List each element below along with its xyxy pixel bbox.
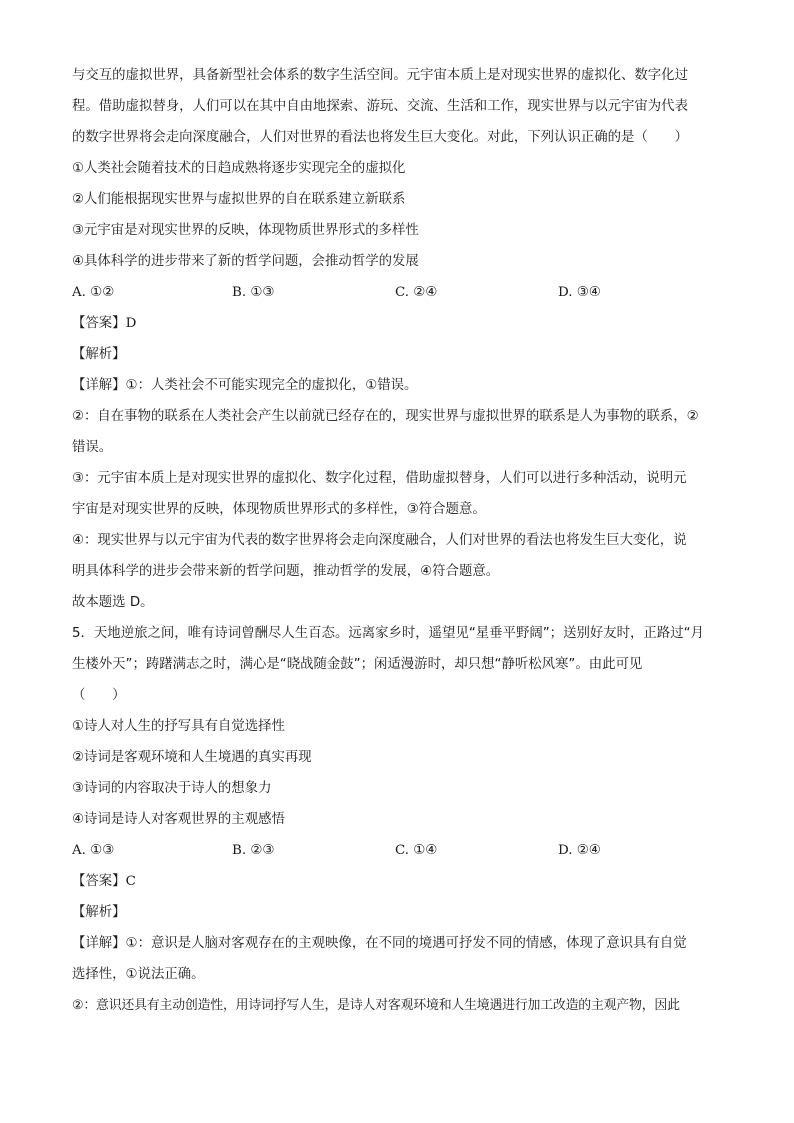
q4-option-d: D. ③④ bbox=[558, 285, 601, 300]
q5-stem-line: 5．天地逆旅之间，唯有诗词曾酬尽人生百态。远离家乡时，遥望见“星垂平野阔”；送别好友时，正路过“月 bbox=[72, 626, 704, 641]
q5-options bbox=[72, 835, 724, 866]
answer-label: 【答案】 bbox=[72, 874, 126, 889]
q4-detail-line: 【详解】①：人类社会不可能实现完全的虚拟化，①错误。 bbox=[72, 378, 418, 393]
q4-statement: ②人们能根据现实世界与虚拟世界的自在联系建立新联系 bbox=[72, 192, 406, 207]
q5-answer bbox=[72, 866, 724, 897]
answer-value: D bbox=[125, 316, 137, 331]
q4-detail-line: ④：现实世界与以元宇宙为代表的数字世界将会走向深度融合，人们对世界的看法也将发生巨大变化，说 bbox=[72, 533, 687, 548]
q5-detail-line: 【详解】①：意识是人脑对客观存在的主观映像，在不同的境遇可抒发不同的情感，体现了意识具有自觉 bbox=[72, 936, 687, 951]
q4-stem-line: 与交互的虚拟世界，具备新型社会体系的数字生活空间。元宇宙本质上是对现实世界的虚拟化、数字化过 bbox=[72, 68, 688, 83]
q4-option-a: A. ①② bbox=[72, 285, 115, 300]
q5-statement: ③诗词的内容取决于诗人的想象力 bbox=[72, 781, 272, 796]
q5-statement: ④诗词是诗人对客观世界的主观感悟 bbox=[72, 812, 285, 827]
answer-label: 【答案】 bbox=[72, 316, 126, 331]
q5-analysis-label: 【解析】 bbox=[72, 905, 126, 920]
q5-option-a: A. ①③ bbox=[72, 843, 115, 858]
q4-detail-line: 故本题选 D。 bbox=[72, 595, 154, 610]
q4-detail-line: 错误。 bbox=[72, 440, 113, 455]
q5-detail-line: 选择性，①说法正确。 bbox=[72, 967, 205, 982]
q4-detail-line: 明具体科学的进步会带来新的哲学问题，推动哲学的发展，④符合题意。 bbox=[72, 564, 500, 579]
q5-detail-line: ②：意识还具有主动创造性，用诗词抒写人生，是诗人对客观环境和人生境遇进行加工改造的主观产物，因此 bbox=[72, 998, 680, 1013]
q4-detail-line: ②：自在事物的联系在人类社会产生以前就已经存在的，现实世界与虚拟世界的联系是人为事物的联系，② bbox=[72, 409, 699, 424]
q5-statement: ②诗词是客观环境和人生境遇的真实再现 bbox=[72, 750, 312, 765]
q4-options bbox=[72, 277, 724, 308]
q5-option-b: B. ②③ bbox=[232, 843, 275, 858]
q4-statement: ①人类社会随着技术的日趋成熟将逐步实现完全的虚拟化 bbox=[72, 161, 406, 176]
q4-detail-line: 宇宙是对现实世界的反映，体现物质世界形式的多样性，③符合题意。 bbox=[72, 502, 486, 517]
q4-stem-line: 程。借助虚拟替身，人们可以在其中自由地探索、游玩、交流、生活和工作，现实世界与以元宇宙为代表 bbox=[72, 99, 688, 114]
q4-statement: ③元宇宙是对现实世界的反映，体现物质世界形式的多样性 bbox=[72, 223, 419, 238]
q5-stem-line: （ ） bbox=[72, 688, 126, 703]
q4-analysis-label: 【解析】 bbox=[72, 347, 126, 362]
q4-option-b: B. ①③ bbox=[232, 285, 275, 300]
q5-stem-line: 生楼外天”；踌躇满志之时，满心是“晓战随金鼓”；闲适漫游时，却只想“静听松风寒”。由此可见 bbox=[72, 657, 643, 672]
q4-answer bbox=[72, 308, 724, 339]
q5-option-c: C. ①④ bbox=[395, 843, 438, 858]
q4-detail-line: ③：元宇宙本质上是对现实世界的虚拟化、数字化过程，借助虚拟替身，人们可以进行多种活动，说明元 bbox=[72, 471, 687, 486]
q4-statement: ④具体科学的进步带来了新的哲学问题，会推动哲学的发展 bbox=[72, 254, 419, 269]
q4-option-c: C. ②④ bbox=[395, 285, 438, 300]
q4-stem-line: 的数字世界将会走向深度融合，人们对世界的看法也将发生巨大变化。对此，下列认识正确的是（ ） bbox=[72, 130, 688, 145]
q5-option-d: D. ②④ bbox=[558, 843, 601, 858]
document-page bbox=[72, 60, 724, 1021]
answer-value: C bbox=[125, 874, 136, 889]
q5-statement: ①诗人对人生的抒写具有自觉选择性 bbox=[72, 719, 285, 734]
